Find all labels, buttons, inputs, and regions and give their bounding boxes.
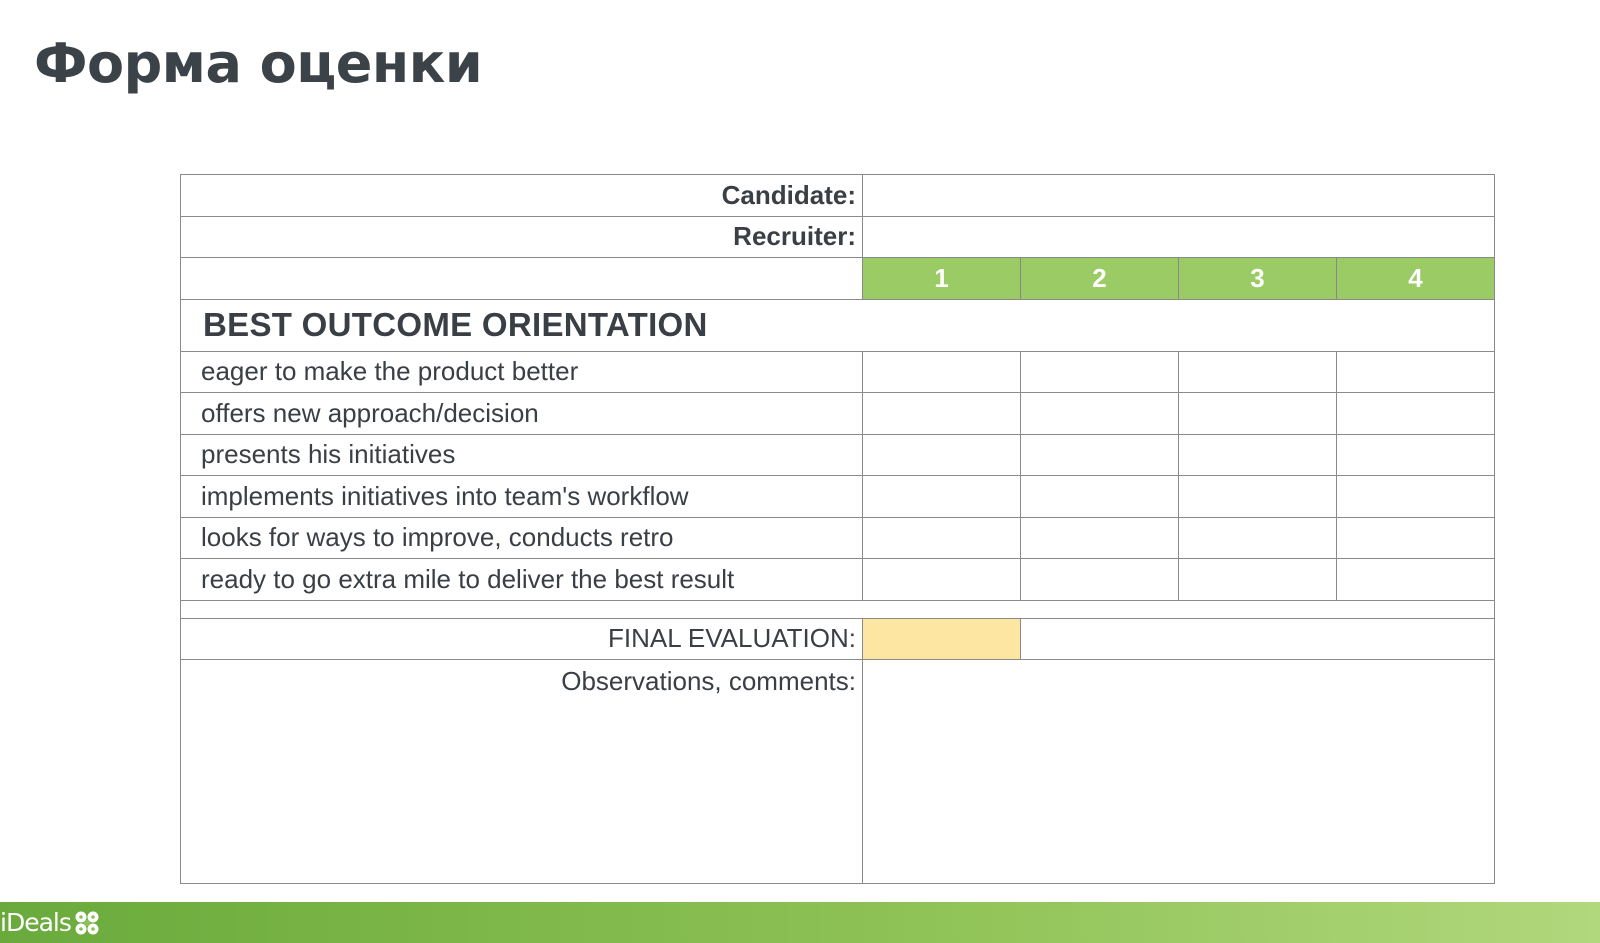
score-cell[interactable]	[863, 476, 1021, 518]
observations-label: Observations, comments:	[181, 660, 863, 884]
footer-bar	[0, 902, 1600, 943]
candidate-field[interactable]	[863, 175, 1495, 217]
score-header-row	[181, 258, 1495, 300]
score-cell[interactable]	[863, 393, 1021, 435]
final-evaluation-label: FINAL EVALUATION:	[181, 618, 863, 660]
score-cell[interactable]	[1179, 393, 1337, 435]
score-cell[interactable]	[863, 517, 1021, 559]
brand-logo	[0, 906, 101, 940]
criterion-label: implements initiatives into team's workflow	[181, 476, 863, 518]
candidate-label: Candidate:	[181, 175, 863, 217]
score-cell[interactable]	[863, 434, 1021, 476]
recruiter-field[interactable]	[863, 216, 1495, 258]
criterion-label: eager to make the product better	[181, 351, 863, 393]
criteria-row	[181, 476, 1495, 518]
spacer-row	[181, 600, 1495, 618]
score-header-blank	[181, 258, 863, 300]
score-cell[interactable]	[1337, 351, 1495, 393]
score-cell[interactable]	[1179, 351, 1337, 393]
criterion-label: presents his initiatives	[181, 434, 863, 476]
observations-row	[181, 660, 1495, 884]
score-cell[interactable]	[1337, 559, 1495, 601]
section-header-row	[181, 299, 1495, 351]
criterion-label: ready to go extra mile to deliver the best result	[181, 559, 863, 601]
score-column-4: 4	[1337, 258, 1495, 300]
score-cell[interactable]	[1021, 351, 1179, 393]
score-cell[interactable]	[1021, 476, 1179, 518]
score-cell[interactable]	[1021, 393, 1179, 435]
spacer-cell	[181, 600, 1495, 618]
score-cell[interactable]	[863, 351, 1021, 393]
clover-icon	[73, 909, 101, 937]
score-cell[interactable]	[1179, 559, 1337, 601]
score-cell[interactable]	[1179, 476, 1337, 518]
recruiter-label: Recruiter:	[181, 216, 863, 258]
page-title: Форма оценки	[34, 32, 483, 95]
recruiter-row	[181, 216, 1495, 258]
criteria-row	[181, 559, 1495, 601]
evaluation-form-table	[180, 174, 1495, 884]
score-cell[interactable]	[1021, 434, 1179, 476]
criteria-row	[181, 393, 1495, 435]
criteria-row	[181, 517, 1495, 559]
score-cell[interactable]	[863, 559, 1021, 601]
score-cell[interactable]	[1179, 517, 1337, 559]
score-cell[interactable]	[1021, 559, 1179, 601]
score-column-3: 3	[1179, 258, 1337, 300]
final-evaluation-blank	[1021, 618, 1495, 660]
score-cell[interactable]	[1179, 434, 1337, 476]
score-cell[interactable]	[1337, 434, 1495, 476]
brand-logo-text: iDeals	[0, 908, 71, 937]
score-column-1: 1	[863, 258, 1021, 300]
section-title: BEST OUTCOME ORIENTATION	[181, 299, 1495, 351]
final-evaluation-field[interactable]	[863, 618, 1021, 660]
criterion-label: offers new approach/decision	[181, 393, 863, 435]
criteria-row	[181, 434, 1495, 476]
final-evaluation-row	[181, 618, 1495, 660]
score-cell[interactable]	[1337, 393, 1495, 435]
criteria-row	[181, 351, 1495, 393]
score-column-2: 2	[1021, 258, 1179, 300]
score-cell[interactable]	[1337, 476, 1495, 518]
candidate-row	[181, 175, 1495, 217]
score-cell[interactable]	[1021, 517, 1179, 559]
observations-field[interactable]	[863, 660, 1495, 884]
score-cell[interactable]	[1337, 517, 1495, 559]
criterion-label: looks for ways to improve, conducts retro	[181, 517, 863, 559]
